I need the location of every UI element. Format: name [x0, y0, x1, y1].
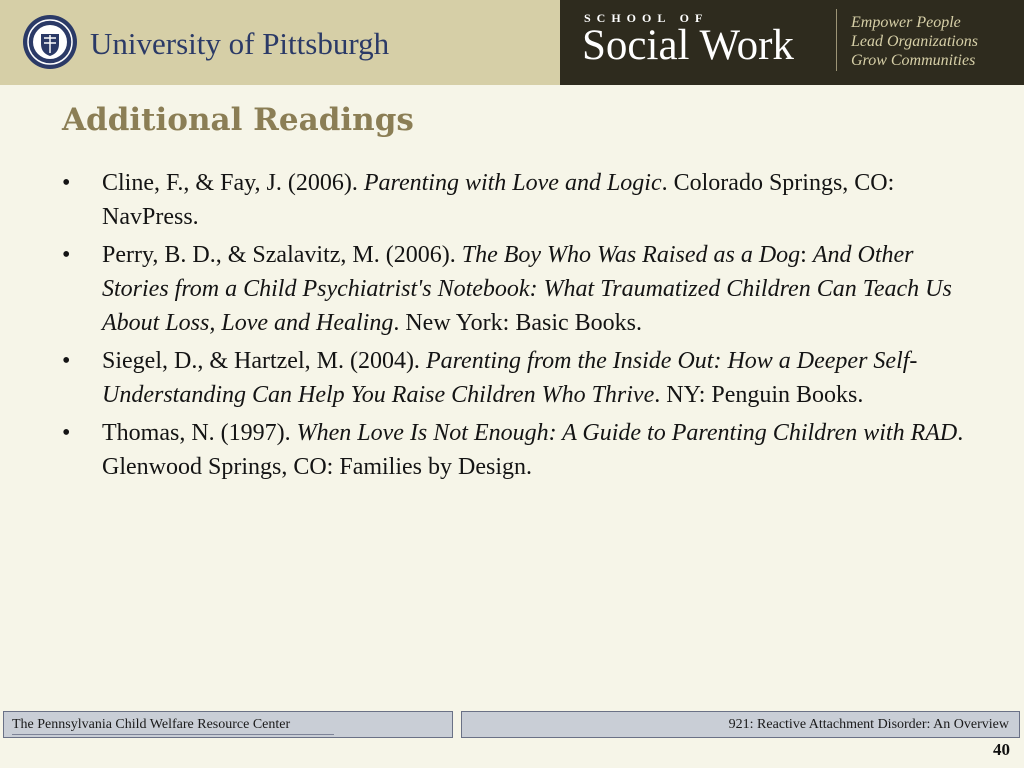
school-of-label: SCHOOL OF	[584, 11, 709, 25]
page-number: 40	[993, 740, 1010, 759]
reading-title: When Love Is Not Enough: A Guide to Parenting Children with RAD	[296, 420, 958, 446]
footer-underline	[12, 734, 334, 735]
reading-title: Parenting from the Inside Out: How a Deeper Self-Understanding Can Help You Raise Children Who Thrive	[102, 348, 918, 408]
school-tagline	[851, 13, 978, 70]
bullet-icon: •	[62, 420, 71, 446]
footer-course-label: 921: Reactive Attachment Disorder: An Overview	[728, 717, 1009, 732]
bullet-icon: •	[62, 348, 71, 374]
reading-authors: Thomas, N. (1997).	[102, 420, 297, 446]
tagline-line: Lead Organizations	[851, 33, 978, 50]
reading-subtitle: And Other Stories from a Child Psychiatrist's Notebook: What Traumatized Children Can Teach Us About Loss, Love and Healing	[102, 242, 952, 336]
tagline-line: Grow Communities	[851, 52, 976, 69]
list-item	[62, 344, 982, 412]
bullet-icon: •	[62, 242, 71, 268]
reading-authors: Cline, F., & Fay, J. (2006).	[102, 170, 364, 196]
bullet-icon: •	[62, 170, 71, 196]
tagline-line: Empower People	[851, 14, 961, 31]
list-item	[62, 238, 982, 340]
reading-title: Parenting with Love and Logic	[363, 170, 662, 196]
reading-authors: Siegel, D., & Hartzel, M. (2004).	[102, 348, 426, 374]
reading-publisher: . Glenwood Springs, CO: Families by Design.	[102, 420, 964, 480]
reading-separator: :	[800, 242, 813, 268]
slide-header	[0, 0, 1024, 85]
footer-organization	[3, 711, 453, 738]
reading-publisher: . NY: Penguin Books.	[654, 382, 864, 408]
slide-title: Additional Readings	[62, 102, 414, 138]
university-banner	[0, 0, 560, 85]
footer-course	[461, 711, 1020, 738]
footer-organization-label: The Pennsylvania Child Welfare Resource Center	[12, 717, 291, 732]
reading-authors: Perry, B. D., & Szalavitz, M. (2006).	[102, 242, 462, 268]
reading-publisher: . Colorado Springs, CO: NavPress.	[102, 170, 895, 230]
list-item	[62, 166, 982, 234]
reading-title: The Boy Who Was Raised as a Dog	[461, 242, 801, 268]
university-seal-icon	[22, 14, 78, 70]
school-name: Social Work	[582, 22, 794, 69]
readings-list	[62, 166, 982, 488]
banner-divider	[836, 9, 837, 71]
list-item	[62, 416, 982, 484]
reading-publisher: . New York: Basic Books.	[393, 310, 643, 336]
university-name: University of Pittsburgh	[90, 26, 390, 61]
